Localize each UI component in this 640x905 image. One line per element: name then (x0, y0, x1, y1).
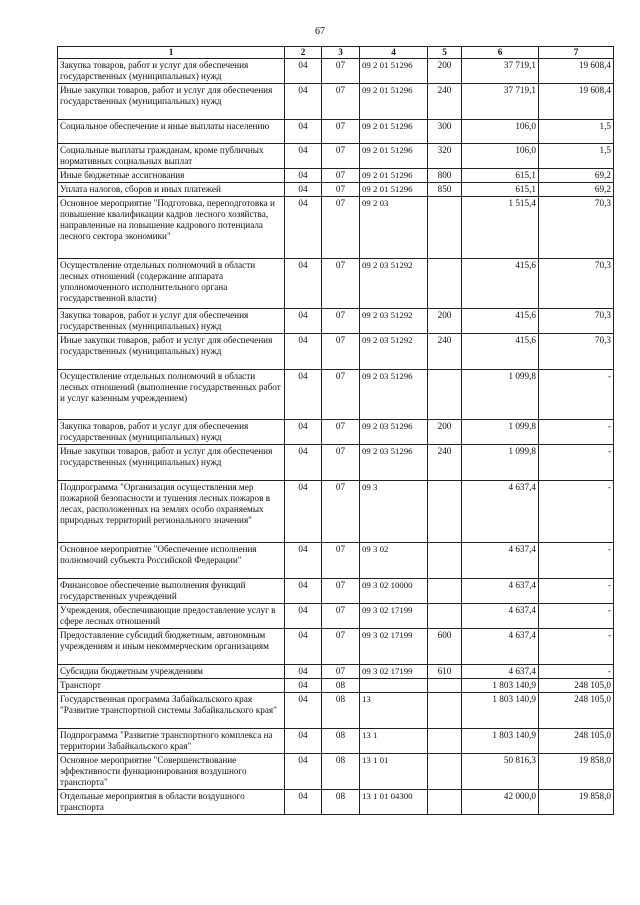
amount-year2-cell: - (539, 481, 614, 543)
expense-type-cell (428, 790, 462, 815)
amount-year1-cell: 106,0 (462, 120, 539, 144)
row-name-cell: Иные закупки товаров, работ и услуг для обеспечения государственных (муниципальных) нужд (58, 84, 285, 120)
expense-type-cell: 800 (428, 169, 462, 183)
subsection-code-cell: 08 (322, 729, 360, 754)
section-code-cell: 04 (285, 420, 322, 445)
amount-year2-cell: 69,2 (539, 169, 614, 183)
target-article-cell: 09 2 03 51296 (360, 370, 428, 420)
row-name-cell: Основное мероприятие "Подготовка, переподготовка и повышение квалификации кадров лесного хозяйства, направленные на повышение кадрового потенциала лесного сектора экономики" (58, 197, 285, 259)
target-article-cell: 09 2 03 51292 (360, 259, 428, 309)
section-code-cell: 04 (285, 370, 322, 420)
target-article-cell: 09 2 01 51296 (360, 144, 428, 169)
column-header: 6 (462, 47, 539, 59)
target-article-cell: 13 1 01 04300 (360, 790, 428, 815)
subsection-code-cell: 07 (322, 481, 360, 543)
subsection-code-cell: 08 (322, 679, 360, 693)
expense-type-cell (428, 729, 462, 754)
table-body (58, 59, 614, 815)
target-article-cell: 13 1 01 (360, 754, 428, 790)
amount-year2-cell: - (539, 629, 614, 665)
subsection-code-cell: 07 (322, 370, 360, 420)
table-row (58, 604, 614, 629)
section-code-cell: 04 (285, 754, 322, 790)
amount-year2-cell: 70,3 (539, 309, 614, 334)
section-code-cell: 04 (285, 629, 322, 665)
amount-year1-cell: 415,6 (462, 309, 539, 334)
expense-type-cell: 240 (428, 334, 462, 370)
table-row (58, 84, 614, 120)
amount-year1-cell: 4 637,4 (462, 543, 539, 579)
subsection-code-cell: 08 (322, 754, 360, 790)
section-code-cell: 04 (285, 481, 322, 543)
expense-type-cell (428, 370, 462, 420)
row-name-cell: Государственная программа Забайкальского края "Развитие транспортной системы Забайкальского края" (58, 693, 285, 729)
amount-year2-cell: 70,3 (539, 334, 614, 370)
amount-year2-cell: 19 608,4 (539, 59, 614, 84)
target-article-cell: 09 2 03 51296 (360, 445, 428, 481)
amount-year1-cell: 1 099,8 (462, 370, 539, 420)
section-code-cell: 04 (285, 604, 322, 629)
target-article-cell: 09 3 (360, 481, 428, 543)
amount-year2-cell: - (539, 604, 614, 629)
subsection-code-cell: 07 (322, 629, 360, 665)
amount-year2-cell: 70,3 (539, 197, 614, 259)
amount-year1-cell: 37 719,1 (462, 59, 539, 84)
row-name-cell: Основное мероприятие "Совершенствование эффективности функционирования воздушного транспорта" (58, 754, 285, 790)
column-header: 7 (539, 47, 614, 59)
table-row (58, 370, 614, 420)
amount-year1-cell: 1 803 140,9 (462, 693, 539, 729)
amount-year2-cell: 1,5 (539, 120, 614, 144)
section-code-cell: 04 (285, 59, 322, 84)
target-article-cell: 09 2 01 51296 (360, 84, 428, 120)
row-name-cell: Подпрограмма "Развитие транспортного комплекса на территории Забайкальского края" (58, 729, 285, 754)
expense-type-cell (428, 679, 462, 693)
target-article-cell: 09 3 02 17199 (360, 629, 428, 665)
column-header: 1 (58, 47, 285, 59)
subsection-code-cell: 07 (322, 309, 360, 334)
target-article-cell: 09 3 02 10000 (360, 579, 428, 604)
amount-year2-cell: - (539, 665, 614, 679)
table-row (58, 579, 614, 604)
amount-year1-cell: 4 637,4 (462, 604, 539, 629)
subsection-code-cell: 08 (322, 693, 360, 729)
target-article-cell: 09 2 01 51296 (360, 183, 428, 197)
section-code-cell: 04 (285, 693, 322, 729)
row-name-cell: Социальное обеспечение и иные выплаты населению (58, 120, 285, 144)
expense-type-cell: 610 (428, 665, 462, 679)
row-name-cell: Закупка товаров, работ и услуг для обеспечения государственных (муниципальных) нужд (58, 59, 285, 84)
expense-type-cell (428, 481, 462, 543)
subsection-code-cell: 07 (322, 665, 360, 679)
expense-type-cell: 850 (428, 183, 462, 197)
subsection-code-cell: 07 (322, 420, 360, 445)
table-row (58, 729, 614, 754)
table-row (58, 169, 614, 183)
amount-year2-cell: 69,2 (539, 183, 614, 197)
amount-year1-cell: 1 515,4 (462, 197, 539, 259)
subsection-code-cell: 07 (322, 579, 360, 604)
subsection-code-cell: 07 (322, 120, 360, 144)
target-article-cell: 09 2 03 51292 (360, 334, 428, 370)
section-code-cell: 04 (285, 665, 322, 679)
expense-type-cell: 200 (428, 420, 462, 445)
row-name-cell: Социальные выплаты гражданам, кроме публичных нормативных социальных выплат (58, 144, 285, 169)
budget-table (57, 46, 614, 815)
expense-type-cell (428, 604, 462, 629)
expense-type-cell: 240 (428, 445, 462, 481)
row-name-cell: Иные закупки товаров, работ и услуг для обеспечения государственных (муниципальных) нужд (58, 334, 285, 370)
row-name-cell: Осуществление отдельных полномочий в области лесных отношений (содержание аппарата уполномоченного исполнительного органа государственной власти) (58, 259, 285, 309)
expense-type-cell: 320 (428, 144, 462, 169)
amount-year1-cell: 615,1 (462, 169, 539, 183)
expense-type-cell (428, 197, 462, 259)
subsection-code-cell: 07 (322, 144, 360, 169)
row-name-cell: Предоставление субсидий бюджетным, автономным учреждениям и иным некоммерческим организациям (58, 629, 285, 665)
table-row (58, 144, 614, 169)
subsection-code-cell: 07 (322, 183, 360, 197)
section-code-cell: 04 (285, 790, 322, 815)
column-header: 2 (285, 47, 322, 59)
amount-year1-cell: 1 099,8 (462, 445, 539, 481)
amount-year2-cell: 248 105,0 (539, 679, 614, 693)
amount-year1-cell: 50 816,3 (462, 754, 539, 790)
amount-year1-cell: 106,0 (462, 144, 539, 169)
amount-year1-cell: 415,6 (462, 259, 539, 309)
expense-type-cell (428, 543, 462, 579)
subsection-code-cell: 07 (322, 334, 360, 370)
row-name-cell: Основное мероприятие "Обеспечение исполнения полномочий субъекта Российской Федерации" (58, 543, 285, 579)
table-row (58, 120, 614, 144)
section-code-cell: 04 (285, 144, 322, 169)
amount-year1-cell: 4 637,4 (462, 481, 539, 543)
amount-year1-cell: 415,6 (462, 334, 539, 370)
table-row (58, 259, 614, 309)
amount-year2-cell: 248 105,0 (539, 729, 614, 754)
target-article-cell: 09 3 02 (360, 543, 428, 579)
amount-year1-cell: 42 000,0 (462, 790, 539, 815)
expense-type-cell (428, 579, 462, 604)
table-row (58, 693, 614, 729)
amount-year1-cell: 1 803 140,9 (462, 729, 539, 754)
expense-type-cell (428, 259, 462, 309)
table-row (58, 445, 614, 481)
target-article-cell (360, 679, 428, 693)
section-code-cell: 04 (285, 579, 322, 604)
row-name-cell: Закупка товаров, работ и услуг для обеспечения государственных (муниципальных) нужд (58, 420, 285, 445)
table-row (58, 481, 614, 543)
row-name-cell: Учреждения, обеспечивающие предоставление услуг в сфере лесных отношений (58, 604, 285, 629)
row-name-cell: Иные бюджетные ассигнования (58, 169, 285, 183)
table-row (58, 309, 614, 334)
target-article-cell: 09 2 01 51296 (360, 59, 428, 84)
table-row (58, 59, 614, 84)
target-article-cell: 09 2 03 51296 (360, 420, 428, 445)
section-code-cell: 04 (285, 334, 322, 370)
column-header: 3 (322, 47, 360, 59)
section-code-cell: 04 (285, 259, 322, 309)
row-name-cell: Подпрограмма "Организация осуществления мер пожарной безопасности и тушения лесных пожаров в лесах, расположенных на землях особо охраняемых природных территорий регионального значения" (58, 481, 285, 543)
column-header: 4 (360, 47, 428, 59)
section-code-cell: 04 (285, 679, 322, 693)
amount-year2-cell: 19 858,0 (539, 754, 614, 790)
amount-year2-cell: 248 105,0 (539, 693, 614, 729)
amount-year2-cell: 19 608,4 (539, 84, 614, 120)
section-code-cell: 04 (285, 169, 322, 183)
row-name-cell: Иные закупки товаров, работ и услуг для обеспечения государственных (муниципальных) нужд (58, 445, 285, 481)
table-row (58, 629, 614, 665)
table-row (58, 679, 614, 693)
target-article-cell: 09 2 01 51296 (360, 120, 428, 144)
amount-year2-cell: - (539, 420, 614, 445)
subsection-code-cell: 07 (322, 197, 360, 259)
row-name-cell: Финансовое обеспечение выполнения функций государственных учреждений (58, 579, 285, 604)
amount-year2-cell: 19 858,0 (539, 790, 614, 815)
expense-type-cell: 300 (428, 120, 462, 144)
amount-year1-cell: 4 637,4 (462, 579, 539, 604)
row-name-cell: Отдельные мероприятия в области воздушного транспорта (58, 790, 285, 815)
expense-type-cell: 200 (428, 309, 462, 334)
subsection-code-cell: 07 (322, 543, 360, 579)
section-code-cell: 04 (285, 729, 322, 754)
subsection-code-cell: 07 (322, 59, 360, 84)
subsection-code-cell: 07 (322, 259, 360, 309)
target-article-cell: 09 3 02 17199 (360, 604, 428, 629)
expense-type-cell (428, 693, 462, 729)
row-name-cell: Уплата налогов, сборов и иных платежей (58, 183, 285, 197)
subsection-code-cell: 07 (322, 84, 360, 120)
section-code-cell: 04 (285, 197, 322, 259)
subsection-code-cell: 07 (322, 169, 360, 183)
amount-year2-cell: - (539, 445, 614, 481)
row-name-cell: Осуществление отдельных полномочий в области лесных отношений (выполнение государственных работ и услуг казенным учреждением) (58, 370, 285, 420)
section-code-cell: 04 (285, 84, 322, 120)
table-row (58, 790, 614, 815)
table-row (58, 334, 614, 370)
amount-year1-cell: 615,1 (462, 183, 539, 197)
row-name-cell: Транспорт (58, 679, 285, 693)
section-code-cell: 04 (285, 543, 322, 579)
amount-year2-cell: - (539, 370, 614, 420)
row-name-cell: Закупка товаров, работ и услуг для обеспечения государственных (муниципальных) нужд (58, 309, 285, 334)
subsection-code-cell: 07 (322, 604, 360, 629)
amount-year1-cell: 1 803 140,9 (462, 679, 539, 693)
target-article-cell: 13 1 (360, 729, 428, 754)
target-article-cell: 09 3 02 17199 (360, 665, 428, 679)
table-row (58, 197, 614, 259)
amount-year2-cell: - (539, 579, 614, 604)
section-code-cell: 04 (285, 445, 322, 481)
table-row (58, 420, 614, 445)
table-row (58, 754, 614, 790)
expense-type-cell: 240 (428, 84, 462, 120)
expense-type-cell: 600 (428, 629, 462, 665)
target-article-cell: 09 2 03 (360, 197, 428, 259)
section-code-cell: 04 (285, 183, 322, 197)
expense-type-cell (428, 754, 462, 790)
row-name-cell: Субсидии бюджетным учреждениям (58, 665, 285, 679)
amount-year1-cell: 37 719,1 (462, 84, 539, 120)
amount-year2-cell: 70,3 (539, 259, 614, 309)
amount-year2-cell: 1,5 (539, 144, 614, 169)
target-article-cell: 09 2 03 51292 (360, 309, 428, 334)
column-header: 5 (428, 47, 462, 59)
table-header-row (58, 47, 614, 59)
amount-year1-cell: 1 099,8 (462, 420, 539, 445)
table-row (58, 183, 614, 197)
expense-type-cell: 200 (428, 59, 462, 84)
table-row (58, 665, 614, 679)
subsection-code-cell: 08 (322, 790, 360, 815)
page-number: 67 (315, 26, 325, 37)
amount-year2-cell: - (539, 543, 614, 579)
subsection-code-cell: 07 (322, 445, 360, 481)
section-code-cell: 04 (285, 120, 322, 144)
amount-year1-cell: 4 637,4 (462, 665, 539, 679)
target-article-cell: 09 2 01 51296 (360, 169, 428, 183)
section-code-cell: 04 (285, 309, 322, 334)
amount-year1-cell: 4 637,4 (462, 629, 539, 665)
table-row (58, 543, 614, 579)
target-article-cell: 13 (360, 693, 428, 729)
